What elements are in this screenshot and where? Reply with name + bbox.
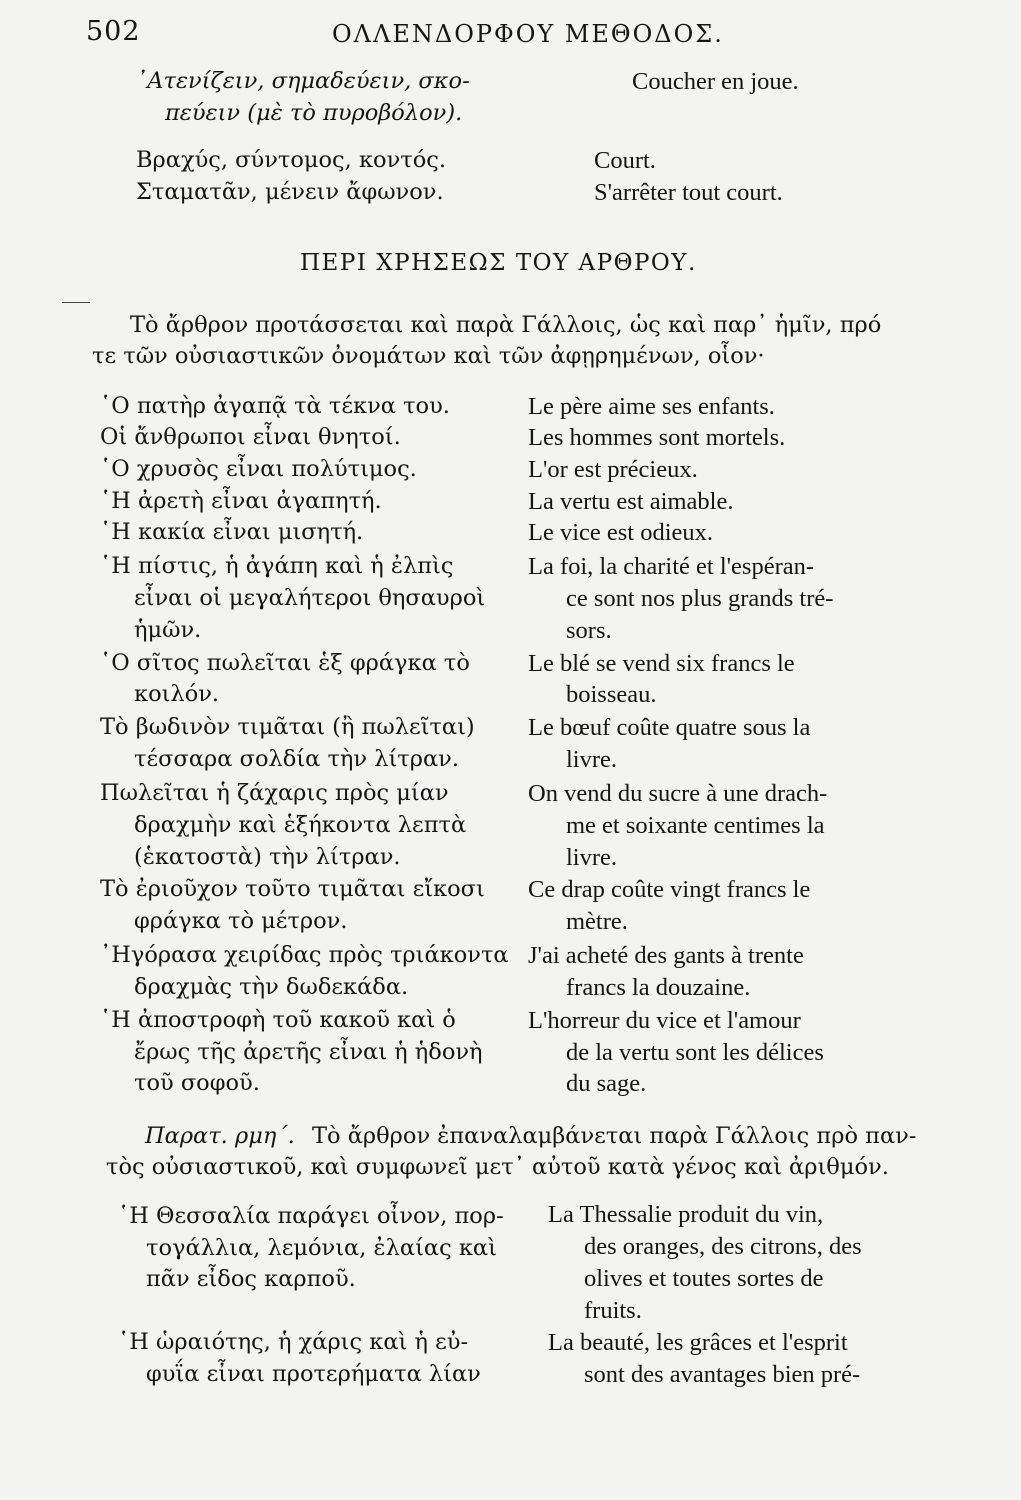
french-line: Court. (594, 147, 656, 174)
french-line: La Thessalie produit du vin, (548, 1201, 824, 1228)
french-line: La beauté, les grâces et l'esprit (548, 1329, 848, 1356)
greek-line: ᾽Ατενίζειν, σημαδεύειν, σκο- (136, 68, 470, 94)
greek-line: ἔρως τῆς ἀρετῆς εἶναι ἡ ἡδονὴ (134, 1039, 483, 1065)
greek-line: δραχμὰς τὴν δωδεκάδα. (134, 974, 409, 1000)
greek-line: φυΐα εἶναι προτερήματα λίαν (146, 1361, 481, 1387)
french-line: Le vice est odieux. (528, 519, 714, 546)
section-title: ΠΕΡΙ ΧΡΗΣΕΩΣ ΤΟΥ ΑΡΘΡΟΥ. (300, 250, 697, 276)
running-title: ΟΛΛΕΝΔΟΡΦΟΥ ΜΕΘΟΔΟΣ. (332, 20, 724, 48)
intro-line: Τὸ ἄρθρον προτάσσεται καὶ παρὰ Γάλλοις, ὡς καὶ παρ᾽ ἡμῖν, πρό (130, 312, 882, 338)
greek-line: τέσσαρα σολδία τὴν λίτραν. (134, 746, 460, 772)
greek-line: ῾Η ἀρετὴ εἶναι ἀγαπητή. (100, 488, 382, 514)
greek-line: φράγκα τὸ μέτρον. (134, 908, 348, 934)
greek-line: τοῦ σοφοῦ. (134, 1070, 260, 1096)
french-line: Coucher en joue. (632, 68, 799, 95)
french-line: fruits. (584, 1297, 642, 1324)
french-line: J'ai acheté des gants à trente (528, 942, 804, 969)
french-line: Ce drap coûte vingt francs le (528, 876, 811, 903)
greek-line: ᾽Ηγόρασα χειρίδας πρὸς τριάκοντα (100, 942, 509, 968)
french-line: L'or est précieux. (528, 456, 698, 483)
french-line: Le blé se vend six francs le (528, 650, 795, 677)
page-header (0, 8, 1021, 48)
french-line: livre. (566, 844, 618, 871)
page-number: 502 (86, 16, 141, 47)
french-line: livre. (566, 746, 618, 773)
margin-dash (62, 302, 90, 303)
remark-line: Τὸ ἄρθρον ἐπαναλαμβάνεται παρὰ Γάλλοις πρὸ παν- (312, 1123, 917, 1149)
french-line: Le bœuf coûte quatre sous la (528, 714, 811, 741)
greek-line: πεύειν (μὲ τὸ πυροβόλον). (165, 100, 463, 126)
french-line: La foi, la charité et l'espéran- (528, 553, 815, 580)
remark-label: Παρατ. ρμη´. (145, 1123, 295, 1149)
greek-line: ῾Η πίστις, ἡ ἀγάπη καὶ ἡ ἐλπὶς (100, 553, 454, 579)
french-line: de la vertu sont les délices (566, 1039, 824, 1066)
greek-line: ῾Η κακία εἶναι μισητή. (100, 519, 364, 545)
greek-line: Σταματᾶν, μένειν ἄφωνον. (136, 179, 444, 205)
greek-line: Οἱ ἄνθρωποι εἶναι θνητοί. (100, 424, 401, 450)
french-line: ce sont nos plus grands tré- (566, 585, 834, 612)
greek-line: Τὸ ἐριοῦχον τοῦτο τιμᾶται εἴκοσι (100, 876, 485, 902)
greek-line: Τὸ βωδινὸν τιμᾶται (ἢ πωλεῖται) (100, 714, 475, 740)
greek-line: εἶναι οἱ μεγαλήτεροι θησαυροὶ (134, 585, 486, 611)
french-line: Les hommes sont mortels. (528, 424, 786, 451)
french-line: francs la douzaine. (566, 974, 751, 1001)
french-line: mètre. (566, 908, 628, 935)
french-line: Le père aime ses enfants. (528, 393, 775, 420)
greek-line: ἡμῶν. (134, 617, 202, 643)
french-line: sors. (566, 617, 612, 644)
french-line: me et soixante centimes la (566, 812, 825, 839)
greek-line: ῾Η Θεσσαλία παράγει οἶνον, πορ- (118, 1203, 504, 1229)
french-line: S'arrêter tout court. (594, 179, 783, 206)
greek-line: Βραχύς, σύντομος, κοντός. (136, 147, 446, 173)
french-line: boisseau. (566, 681, 657, 708)
french-line: des oranges, des citrons, des (584, 1233, 862, 1260)
french-line: La vertu est aimable. (528, 488, 734, 515)
french-line: du sage. (566, 1070, 647, 1097)
french-line: olives et toutes sortes de (584, 1265, 824, 1292)
french-line: On vend du sucre à une drach- (528, 780, 828, 807)
greek-line: (ἑκατοστὰ) τὴν λίτραν. (134, 844, 401, 870)
greek-line: Πωλεῖται ἡ ζάχαρις πρὸς μίαν (100, 780, 449, 806)
greek-line: πᾶν εἶδος καρποῦ. (146, 1266, 356, 1292)
remark-line: τὸς οὐσιαστικοῦ, καὶ συμφωνεῖ μετ᾽ αὐτοῦ κατὰ γένος καὶ ἀριθμόν. (106, 1154, 889, 1180)
greek-line: δραχμὴν καὶ ἑξήκοντα λεπτὰ (134, 812, 467, 838)
greek-line: τογάλλια, λεμόνια, ἐλαίας καὶ (146, 1235, 497, 1261)
greek-line: ῾Ο πατὴρ ἀγαπᾷ τὰ τέκνα του. (100, 393, 450, 419)
greek-line: ῾Ο σῖτος πωλεῖται ἑξ φράγκα τὸ (100, 650, 470, 676)
french-line: sont des avantages bien pré- (584, 1361, 861, 1388)
french-line: L'horreur du vice et l'amour (528, 1007, 801, 1034)
greek-line: κοιλόν. (134, 681, 220, 707)
greek-line: ῾Ο χρυσὸς εἶναι πολύτιμος. (100, 456, 417, 482)
greek-line: ῾Η ἀποστροφὴ τοῦ κακοῦ καὶ ὁ (100, 1007, 456, 1033)
intro-line: τε τῶν οὐσιαστικῶν ὀνομάτων καὶ τῶν ἀφῃρημένων, οἷον· (92, 343, 765, 369)
greek-line: ῾Η ὡραιότης, ἡ χάρις καὶ ἡ εὐ- (118, 1329, 469, 1355)
